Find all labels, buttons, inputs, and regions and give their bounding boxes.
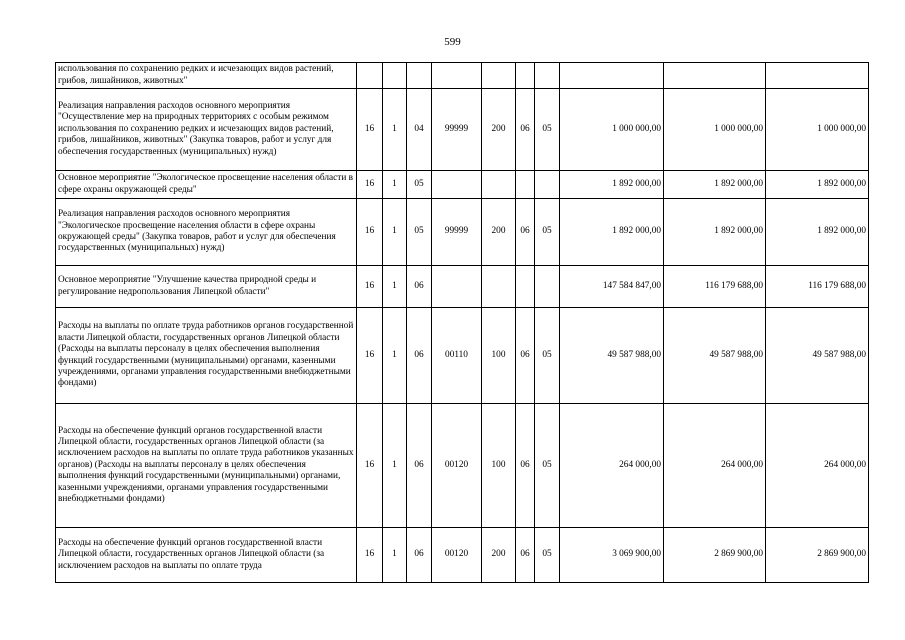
cell-section (516, 63, 535, 89)
cell-amount-3: 1 892 000,00 (766, 199, 869, 266)
row-name: Реализация направления расходов основного мероприятия "Экологическое просвещение населения области в сфере охраны окружающей среды" (Закупка товаров, работ и услуг для обеспечения государственных (муниципальных) нужд) (56, 199, 357, 266)
cell-amount-2: 1 000 000,00 (664, 89, 766, 171)
cell-amount-1: 1 000 000,00 (560, 89, 664, 171)
cell-subsection (535, 266, 560, 308)
row-name: Расходы на обеспечение функций органов государственной власти Липецкой области, государственных органов Липецкой области (за исключением расходов на выплаты по оплате труда работников указанных органов) (Расходы на выплаты персоналу в целях обеспечения выполнения функций государственными (муниципальными) органами, казенными учреждениями, органами управления государственными внебюджетными фондами) (56, 404, 357, 528)
cell-section: 06 (516, 89, 535, 171)
cell-amount-1: 1 892 000,00 (560, 171, 664, 199)
cell-amount-3: 1 892 000,00 (766, 171, 869, 199)
cell-subprogram: 1 (383, 266, 407, 308)
cell-direction: 00120 (432, 404, 482, 528)
cell-section (516, 266, 535, 308)
cell-amount-1 (560, 63, 664, 89)
budget-table (55, 62, 869, 583)
table-row (56, 404, 869, 528)
cell-expense-type: 200 (482, 89, 516, 171)
cell-event: 06 (407, 308, 432, 404)
cell-event: 05 (407, 171, 432, 199)
cell-subprogram: 1 (383, 199, 407, 266)
cell-subsection (535, 63, 560, 89)
row-name: Основное мероприятие "Улучшение качества природной среды и регулирование недропользования Липецкой области" (56, 266, 357, 308)
cell-direction: 00110 (432, 308, 482, 404)
table-row (56, 528, 869, 583)
table-row (56, 308, 869, 404)
cell-expense-type: 200 (482, 199, 516, 266)
cell-amount-2: 49 587 988,00 (664, 308, 766, 404)
cell-direction: 00120 (432, 528, 482, 583)
cell-subprogram (383, 63, 407, 89)
cell-expense-type: 200 (482, 528, 516, 583)
cell-amount-3: 2 869 900,00 (766, 528, 869, 583)
cell-subprogram: 1 (383, 404, 407, 528)
cell-direction (432, 266, 482, 308)
row-name: Основное мероприятие "Экологическое просвещение населения области в сфере охраны окружающей среды" (56, 171, 357, 199)
cell-admin: 16 (357, 266, 383, 308)
cell-event: 05 (407, 199, 432, 266)
cell-event: 06 (407, 266, 432, 308)
cell-direction: 99999 (432, 89, 482, 171)
cell-event: 04 (407, 89, 432, 171)
cell-subsection: 05 (535, 199, 560, 266)
row-name: Расходы на выплаты по оплате труда работников органов государственной власти Липецкой области, государственных органов Липецкой области (Расходы на выплаты персоналу в целях обеспечения выполнения функций государственными (муниципальными) органами, казенными учреждениями, органами управления государственными внебюджетными фондами) (56, 308, 357, 404)
cell-amount-1: 3 069 900,00 (560, 528, 664, 583)
cell-direction (432, 171, 482, 199)
cell-section: 06 (516, 308, 535, 404)
cell-expense-type: 100 (482, 404, 516, 528)
cell-event (407, 63, 432, 89)
cell-subprogram: 1 (383, 528, 407, 583)
cell-expense-type (482, 266, 516, 308)
cell-amount-2: 2 869 900,00 (664, 528, 766, 583)
table-row (56, 63, 869, 89)
page-number: 599 (444, 36, 461, 48)
cell-admin (357, 63, 383, 89)
cell-admin: 16 (357, 171, 383, 199)
cell-expense-type: 100 (482, 308, 516, 404)
cell-direction (432, 63, 482, 89)
cell-subsection (535, 171, 560, 199)
cell-amount-1: 264 000,00 (560, 404, 664, 528)
cell-subprogram: 1 (383, 89, 407, 171)
cell-subsection: 05 (535, 308, 560, 404)
table-row (56, 266, 869, 308)
cell-expense-type (482, 171, 516, 199)
cell-event: 06 (407, 528, 432, 583)
cell-admin: 16 (357, 404, 383, 528)
cell-amount-1: 1 892 000,00 (560, 199, 664, 266)
cell-admin: 16 (357, 528, 383, 583)
cell-subsection: 05 (535, 404, 560, 528)
cell-subsection: 05 (535, 528, 560, 583)
cell-admin: 16 (357, 89, 383, 171)
cell-subprogram: 1 (383, 171, 407, 199)
cell-section (516, 171, 535, 199)
cell-section: 06 (516, 404, 535, 528)
cell-amount-3: 1 000 000,00 (766, 89, 869, 171)
cell-amount-3: 49 587 988,00 (766, 308, 869, 404)
cell-amount-2 (664, 63, 766, 89)
cell-amount-3: 116 179 688,00 (766, 266, 869, 308)
cell-amount-1: 147 584 847,00 (560, 266, 664, 308)
cell-section: 06 (516, 199, 535, 266)
table-row (56, 199, 869, 266)
cell-amount-2: 1 892 000,00 (664, 171, 766, 199)
table-row (56, 89, 869, 171)
cell-amount-1: 49 587 988,00 (560, 308, 664, 404)
cell-amount-2: 116 179 688,00 (664, 266, 766, 308)
cell-admin: 16 (357, 308, 383, 404)
cell-direction: 99999 (432, 199, 482, 266)
cell-subsection: 05 (535, 89, 560, 171)
cell-amount-3: 264 000,00 (766, 404, 869, 528)
row-name: Расходы на обеспечение функций органов государственной власти Липецкой области, государственных органов Липецкой области (за исключением расходов на выплаты по оплате труда (56, 528, 357, 583)
cell-section: 06 (516, 528, 535, 583)
cell-admin: 16 (357, 199, 383, 266)
row-name: использования по сохранению редких и исчезающих видов растений, грибов, лишайников, животных" (56, 63, 357, 89)
cell-event: 06 (407, 404, 432, 528)
cell-amount-3 (766, 63, 869, 89)
cell-amount-2: 1 892 000,00 (664, 199, 766, 266)
table-row (56, 171, 869, 199)
cell-amount-2: 264 000,00 (664, 404, 766, 528)
cell-expense-type (482, 63, 516, 89)
cell-subprogram: 1 (383, 308, 407, 404)
row-name: Реализация направления расходов основного мероприятия "Осуществление мер на природных территориях с особым режимом использования по сохранению редких и исчезающих видов растений, грибов, лишайников, животных" (Закупка товаров, работ и услуг для обеспечения государственных (муниципальных) нужд) (56, 89, 357, 171)
